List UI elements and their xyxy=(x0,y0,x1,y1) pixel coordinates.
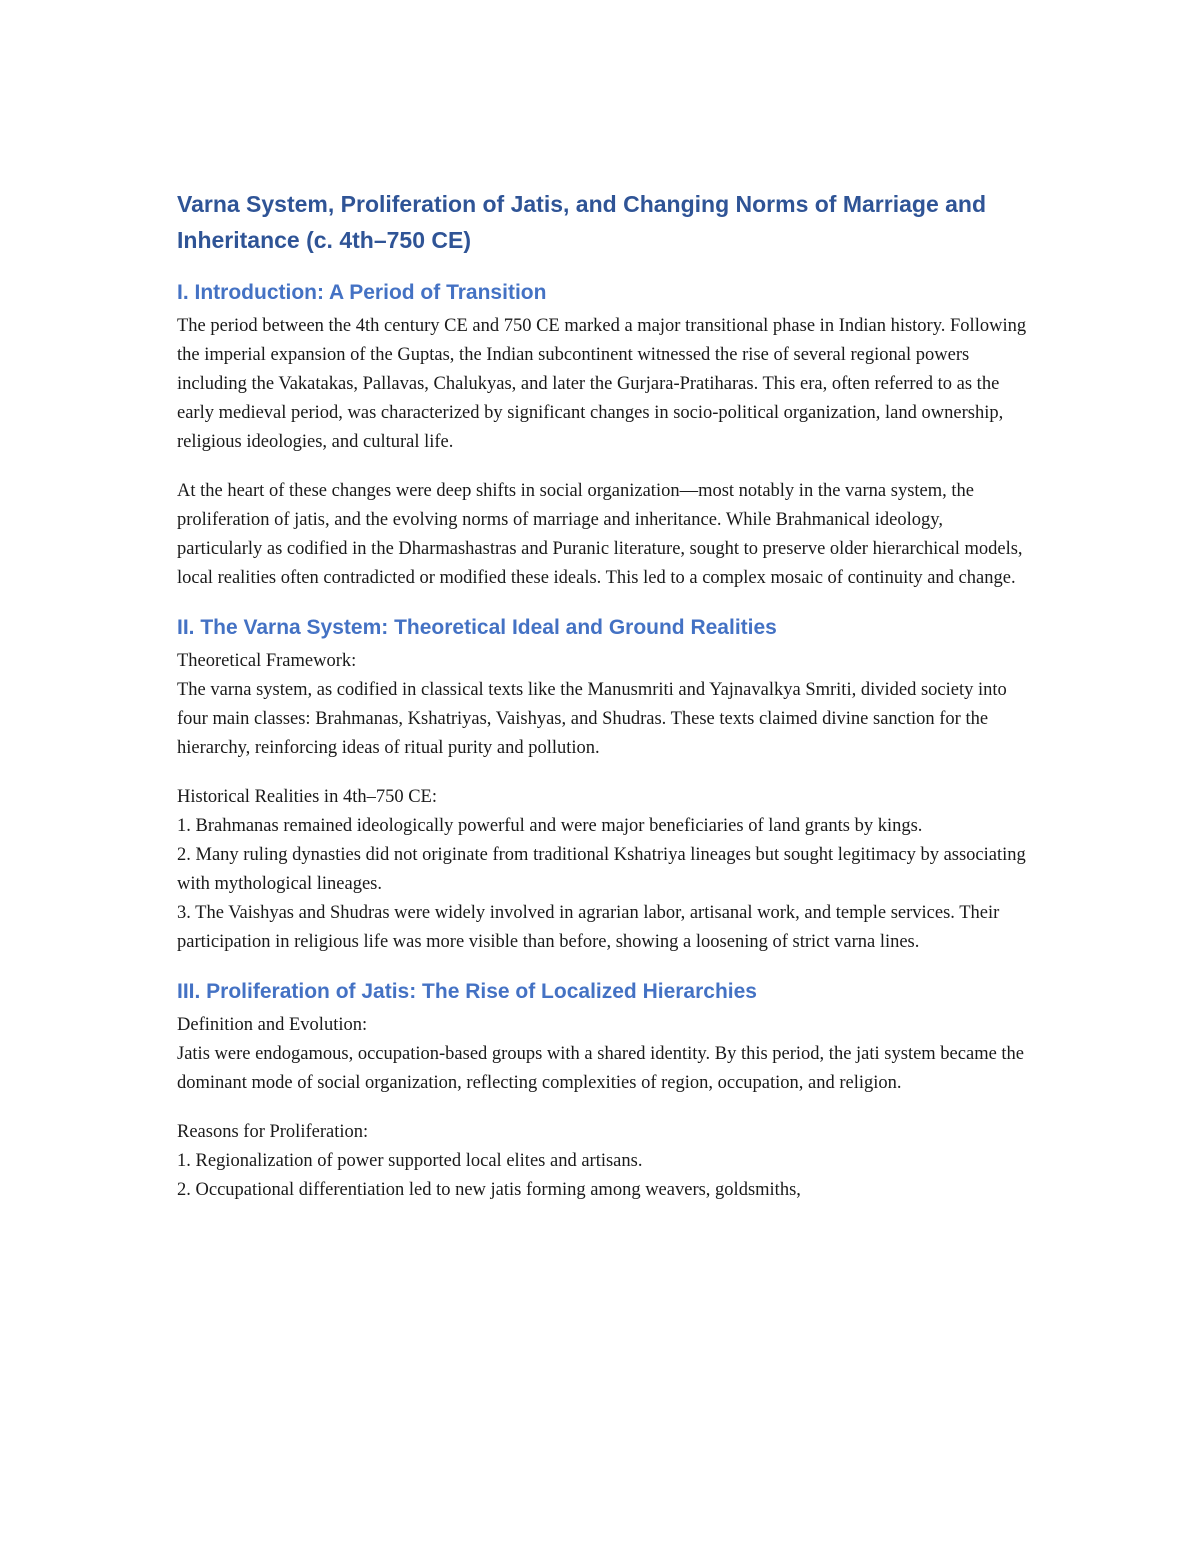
paragraph: At the heart of these changes were deep shifts in social organization—most notably in the varna system, the proliferation of jatis, and the evolving norms of marriage and inheritance. While Brahmanical ideology, particularly as codified in the Dharmashastras and Puranic literature, sought to preserve older hierarchical models, local realities often contradicted or modified these ideals. This led to a complex mosaic of continuity and change. xyxy=(177,481,1023,588)
subsection-label: Definition and Evolution: xyxy=(177,1015,368,1035)
subsection-block xyxy=(177,1118,1027,1205)
section-introduction xyxy=(177,278,1027,593)
section-heading: II. The Varna System: Theoretical Ideal and Ground Realities xyxy=(177,616,777,639)
list-item: 2. Occupational differentiation led to new jatis forming among weavers, goldsmiths, xyxy=(177,1180,801,1200)
document-page xyxy=(177,186,1027,1205)
subsection-label: Theoretical Framework: xyxy=(177,651,357,671)
subsection-block xyxy=(177,783,1027,957)
list-item: 1. Brahmanas remained ideologically powerful and were major beneficiaries of land grants by kings. xyxy=(177,816,923,836)
section-heading: I. Introduction: A Period of Transition xyxy=(177,281,547,304)
list-item: 3. The Vaishyas and Shudras were widely involved in agrarian labor, artisanal work, and temple services. Their participation in religious life was more visible than before, showing a loosening of strict varna lines. xyxy=(177,903,1000,952)
subsection-block xyxy=(177,647,1027,763)
paragraph: The period between the 4th century CE and 750 CE marked a major transitional phase in Indian history. Following the imperial expansion of the Guptas, the Indian subcontinent witnessed the rise of several regional powers including the Vakatakas, Pallavas, Chalukyas, and later the Gurjara-Pratiharas. This era, often referred to as the early medieval period, was characterized by significant changes in socio-political organization, land ownership, religious ideologies, and cultural life. xyxy=(177,316,1027,452)
section-heading: III. Proliferation of Jatis: The Rise of Localized Hierarchies xyxy=(177,980,757,1003)
subsection-block xyxy=(177,1011,1027,1098)
subsection-label: Reasons for Proliferation: xyxy=(177,1122,369,1142)
list-item: 2. Many ruling dynasties did not originate from traditional Kshatriya lineages but sought legitimacy by associating with mythological lineages. xyxy=(177,845,1026,894)
document-title: Varna System, Proliferation of Jatis, and Changing Norms of Marriage and Inheritance (c. 4th–750 CE) xyxy=(177,191,987,253)
section-jatis xyxy=(177,977,1027,1205)
section-varna-system xyxy=(177,613,1027,957)
paragraph: Jatis were endogamous, occupation-based groups with a shared identity. By this period, the jati system became the dominant mode of social organization, reflecting complexities of region, occupation, and religion. xyxy=(177,1044,1025,1093)
paragraph: The varna system, as codified in classical texts like the Manusmriti and Yajnavalkya Smriti, divided society into four main classes: Brahmanas, Kshatriyas, Vaishyas, and Shudras. These texts claimed divine sanction for the hierarchy, reinforcing ideas of ritual purity and pollution. xyxy=(177,680,1007,758)
subsection-label: Historical Realities in 4th–750 CE: xyxy=(177,787,437,807)
list-item: 1. Regionalization of power supported local elites and artisans. xyxy=(177,1151,643,1171)
